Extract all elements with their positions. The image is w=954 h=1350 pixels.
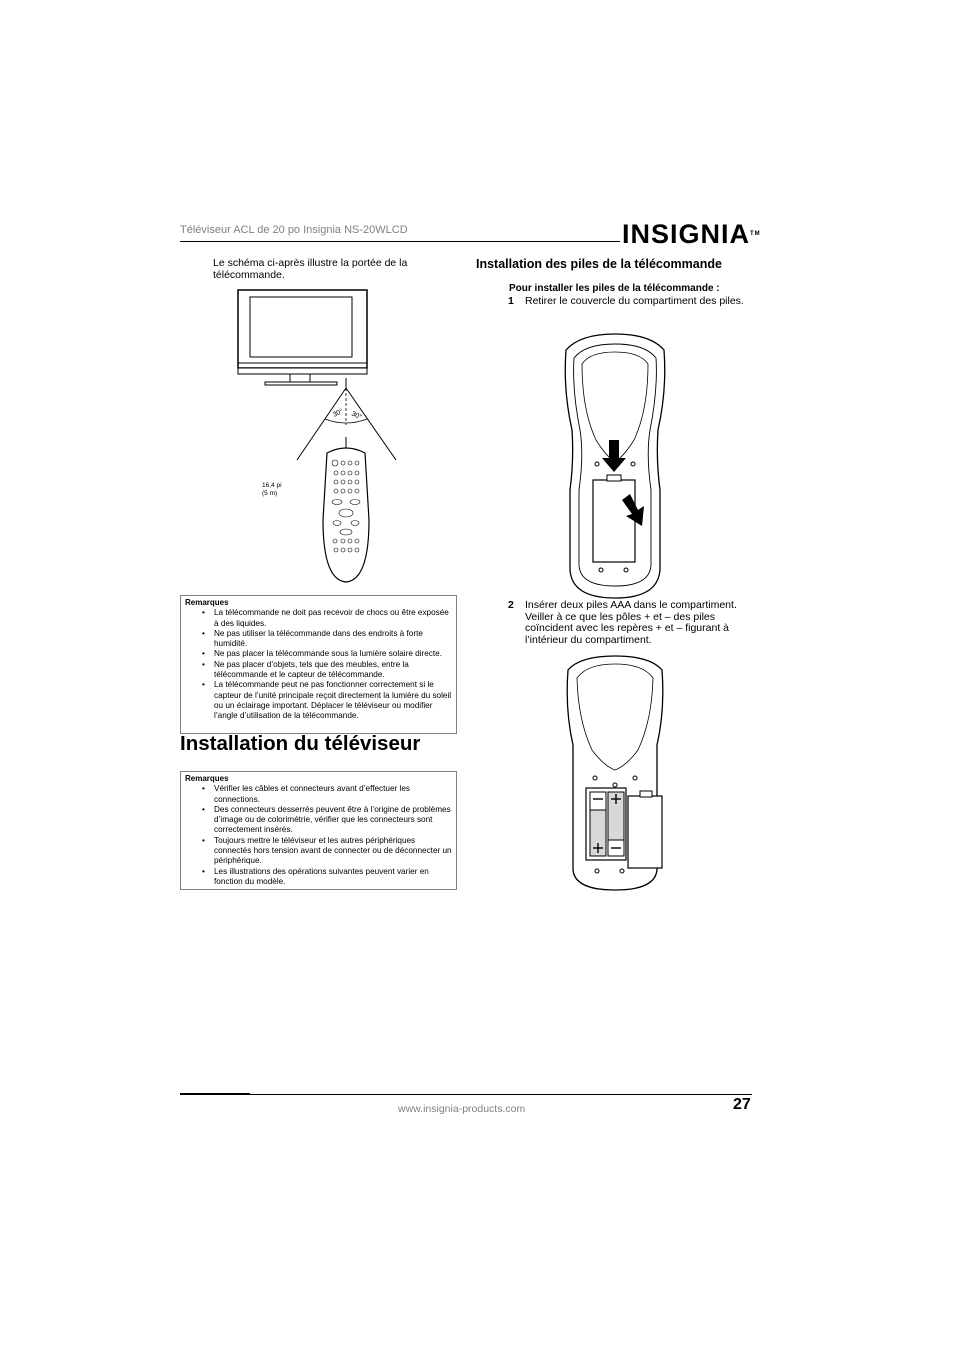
logo-tm: TM (750, 231, 761, 237)
distance-label-feet: 16,4 pi (262, 482, 282, 489)
note-item: • Ne pas placer d’objets, tels que des meubles, entre la télécommande et le capteur de télécommande. (214, 660, 452, 681)
step-1 (508, 295, 745, 308)
note-item: • Les illustrations des opérations suivantes peuvent varier en fonction du modèle. (214, 867, 452, 888)
range-intro-text: Le schéma ci-après illustre la portée de la télécommande. (213, 257, 408, 281)
insert-batteries-illustration (560, 650, 670, 892)
footer-rule (180, 1094, 752, 1095)
battery-section-heading: Installation des piles de la télécommande (476, 257, 722, 271)
note-item: • La télécommande ne doit pas recevoir de chocs ou être exposée à des liquides. (214, 608, 452, 629)
step-number: 1 (508, 295, 514, 307)
note-item: • Vérifier les câbles et connecteurs avant d’effectuer les connections. (214, 784, 452, 805)
step-2 (508, 599, 753, 646)
remote-range-diagram (235, 285, 415, 590)
header-title: Téléviseur ACL de 20 po Insignia NS-20WLCD (180, 224, 408, 236)
page-number: 27 (733, 1096, 751, 1113)
step-number: 2 (508, 599, 514, 611)
remove-cover-illustration (560, 330, 670, 600)
procedure-heading: Pour installer les piles de la télécommande : (509, 283, 720, 294)
logo-text: INSIGNIA (622, 219, 751, 249)
notes-box-remote (180, 595, 457, 734)
notes-list (181, 608, 456, 721)
header-rule (180, 241, 620, 242)
section-title: Installation du téléviseur (180, 732, 421, 755)
note-item: • Toujours mettre le téléviseur et les autres périphériques connectés hors tension avant de connecter ou de déconnecter un périphérique. (214, 836, 452, 867)
note-item: • La télécommande peut ne pas fonctionner correctement si le capteur de l’unité principale reçoit directement la lumière du soleil ou un éclairage important. Déplacer le téléviseur ou modifier l’angle d’utilisation de la télécommande. (214, 680, 452, 721)
notes-list (181, 784, 456, 887)
notes-box-installation (180, 771, 457, 890)
angle-left-label: 30° (331, 407, 345, 419)
note-item: • Ne pas utiliser la télécommande dans des endroits à forte humidité. (214, 629, 452, 650)
notes-label: Remarques (185, 774, 229, 783)
distance-label-meters: (5 m) (262, 490, 278, 497)
insignia-logo (622, 219, 761, 249)
angle-right-label: 30° (350, 410, 363, 422)
note-item: • Ne pas placer la télécommande sous la lumière solaire directe. (214, 649, 452, 659)
step-text: Retirer le couvercle du compartiment des piles. (525, 295, 744, 307)
note-item: • Des connecteurs desserrés peuvent être à l’origine de problèmes d’image ou de colorimétrie, vérifier que les connecteurs sont correctement insérés. (214, 805, 452, 836)
notes-label: Remarques (185, 598, 229, 607)
step-text: Insérer deux piles AAA dans le compartiment. Veiller à ce que les pôles + et – des piles coïncident avec les repères + et – figurant à l’intérieur du compartiment. (525, 599, 737, 646)
footer-url: www.insignia-products.com (398, 1103, 526, 1115)
